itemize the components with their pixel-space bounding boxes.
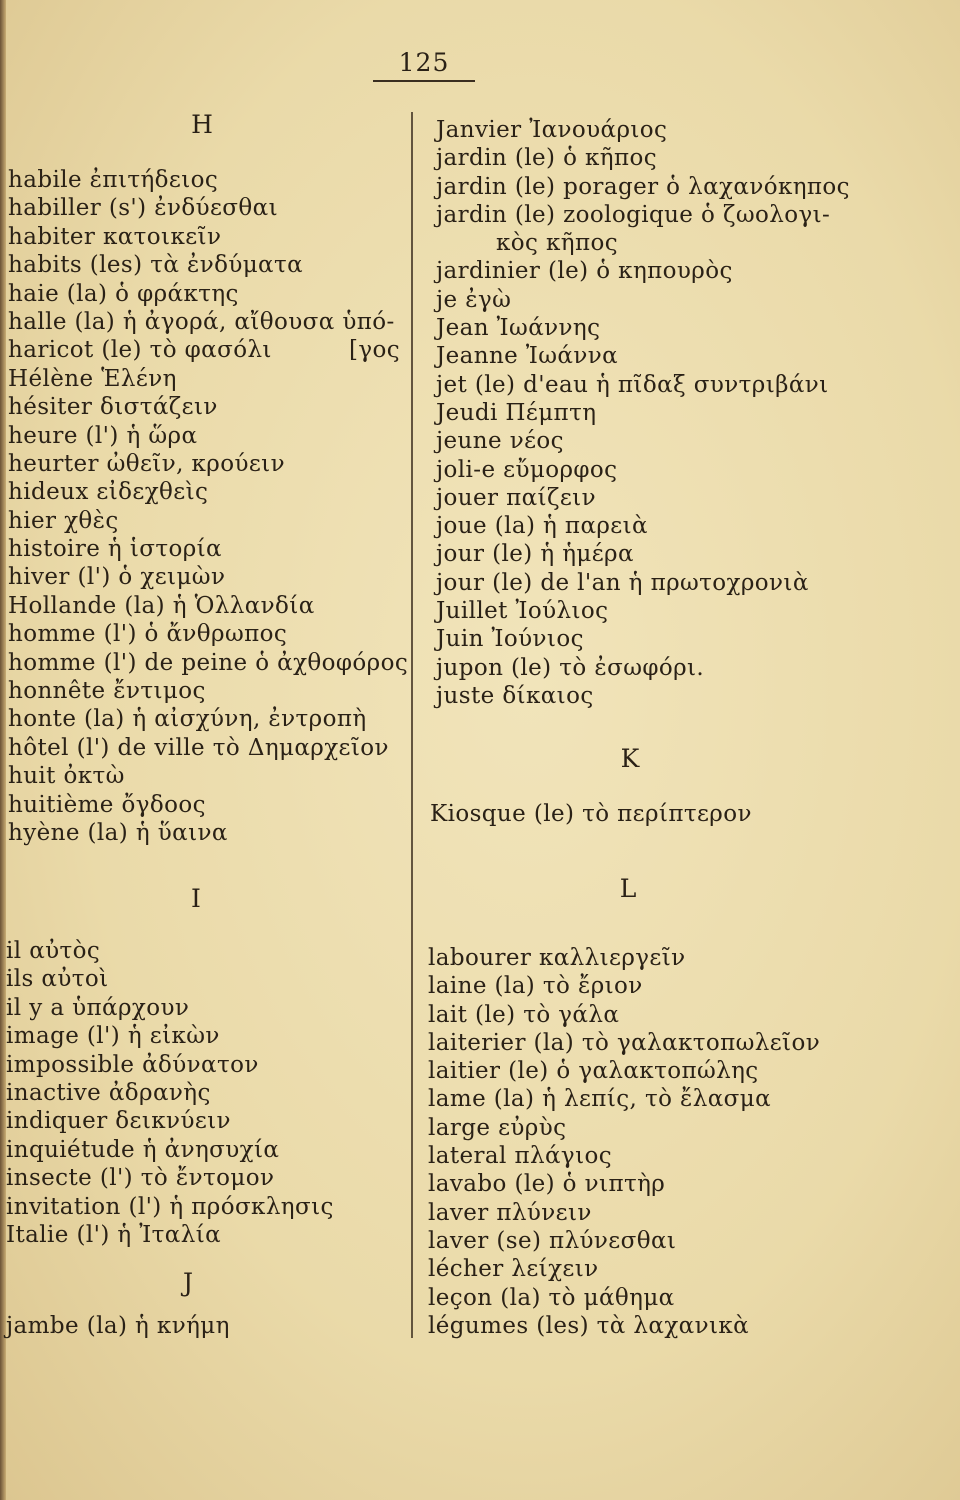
dictionary-entry: Janvier Ἰανουάριος <box>436 117 668 143</box>
dictionary-entry: jardin (le) ὁ κῆπος <box>436 145 658 172</box>
dictionary-entry: lait (le) τὸ γάλα <box>428 1001 620 1028</box>
dictionary-entry: huitième ὄγδοος <box>8 791 206 818</box>
header-rule <box>373 80 475 82</box>
dictionary-entry: large εὐρὺς <box>428 1114 567 1141</box>
entries-j-right <box>436 116 850 710</box>
dictionary-entry: hyène (la) ἡ ὕαινα <box>8 819 228 846</box>
dictionary-entry: je ἐγὼ <box>436 286 512 313</box>
column-divider <box>411 112 413 1338</box>
dictionary-entry: juste δίκαιος <box>436 682 594 709</box>
dictionary-entry: hideux εἰδεχθεὶς <box>8 479 209 506</box>
dictionary-entry: laver πλύνειν <box>428 1199 592 1226</box>
dictionary-entry: laitier (le) ὁ γαλακτοπώλης <box>428 1058 759 1085</box>
section-letter-l: L <box>619 874 637 903</box>
dictionary-entry: ils αὐτοὶ <box>6 966 109 993</box>
dictionary-entry: lame (la) ἡ λεπίς, τὸ ἔλασμα <box>428 1086 772 1113</box>
dictionary-entry: haie (la) ὁ φράκτης <box>8 280 239 307</box>
dictionary-entry: inactive ἀδρανὴς <box>6 1079 211 1106</box>
dictionary-entry: joli-e εὔμορφος <box>436 456 618 483</box>
section-letter-h: H <box>191 110 213 139</box>
dictionary-entry: jeune νέος <box>436 428 564 455</box>
dictionary-entry: halle (la) ἡ ἀγορά, αἴθουσα ὑπό- <box>8 308 395 335</box>
dictionary-entry: lateral πλάγιος <box>428 1143 613 1170</box>
dictionary-entry: il y a ὑπάρχουν <box>6 994 190 1021</box>
section-letter-i: I <box>191 884 201 913</box>
dictionary-entry: hôtel (l') de ville τὸ Δημαρχεῖον <box>8 734 389 761</box>
dictionary-entry: lécher λείχειν <box>428 1256 599 1283</box>
dictionary-entry: Jean Ἰωάννης <box>436 315 601 342</box>
dictionary-entry: jupon (le) τὸ ἐσωφόρι. <box>436 654 705 681</box>
dictionary-entry: honte (la) ἡ αἰσχύνη, ἐντροπὴ <box>8 706 367 733</box>
dictionary-entry: invitation (l') ἡ πρόσκλησις <box>6 1193 334 1220</box>
dictionary-entry: jardinier (le) ὁ κηπουρὸς <box>436 258 733 285</box>
dictionary-entry: jardin (le) porager ὁ λαχανόκηπος <box>436 173 850 200</box>
dictionary-entry: laine (la) τὸ ἔριον <box>428 973 643 1000</box>
dictionary-entry: indiquer δεικνύειν <box>6 1108 231 1135</box>
dictionary-entry: Italie (l') ἡ Ἰταλία <box>6 1221 222 1248</box>
dictionary-entry: image (l') ἡ εἰκὼν <box>6 1023 220 1050</box>
dictionary-entry: habile ἐπιτήδειος <box>8 167 219 193</box>
dictionary-entry: hésiter διστάζειν <box>8 394 218 421</box>
section-letter-k: K <box>620 744 640 773</box>
entries-i <box>6 937 334 1249</box>
dictionary-entry-continuation: κὸς κῆπος <box>496 230 619 257</box>
dictionary-entry: honnête ἔντιμος <box>8 678 206 705</box>
dictionary-entry: jour (le) de l'an ἡ πρωτοχρονιὰ <box>436 569 809 596</box>
dictionary-entry: il αὐτὸς <box>6 938 101 964</box>
dictionary-entry: heurter ὠθεῖν, κρούειν <box>8 450 285 477</box>
dictionary-entry: Kiosque (le) τὸ περίπτερον <box>430 801 752 827</box>
dictionary-entry: heure (l') ἡ ὥρα <box>8 422 198 449</box>
dictionary-entry: impossible ἀδύνατον <box>6 1051 259 1078</box>
dictionary-entry: habiter κατοικεῖν <box>8 223 222 250</box>
page-binding-edge <box>0 0 6 1500</box>
dictionary-entry: jambe (la) ἡ κνήμη <box>6 1313 230 1339</box>
dictionary-entry: Jeudi Πέμπτη <box>436 399 597 426</box>
dictionary-entry: jouer παίζειν <box>436 484 596 511</box>
dictionary-entry: habiller (s') ἐνδύεσθαι <box>8 195 278 222</box>
dictionary-entry: habits (les) τὰ ἐνδύματα <box>8 252 304 279</box>
dictionary-entry: hier χθὲς <box>8 507 119 534</box>
dictionary-entry: jet (le) d'eau ἡ πῖδαξ συντριβάνι <box>436 371 829 398</box>
dictionary-entry: Jeanne Ἰωάννα <box>436 343 619 370</box>
entries-h <box>8 166 408 847</box>
dictionary-entry: laiterier (la) τὸ γαλακτοπωλεῖον <box>428 1029 821 1056</box>
dictionary-entry: inquiétude ἡ ἀνησυχία <box>6 1136 280 1163</box>
dictionary-entry: jour (le) ἡ ἡμέρα <box>436 541 634 568</box>
entries-k <box>430 800 752 828</box>
dictionary-entry: jardin (le) zoologique ὁ ζωολογι- <box>436 201 831 228</box>
dictionary-entry: labourer καλλιεργεῖν <box>428 945 686 971</box>
entries-j-left <box>6 1312 230 1340</box>
dictionary-entry: haricot (le) τὸ φασόλι [γος <box>8 337 401 364</box>
dictionary-entry: insecte (l') τὸ ἔντομον <box>6 1165 275 1192</box>
dictionary-entry: Hélène Ἑλένη <box>8 365 177 392</box>
dictionary-entry: Hollande (la) ἡ Ὁλλανδία <box>8 592 315 619</box>
dictionary-entry: Juillet Ἰούλιος <box>436 598 609 625</box>
section-letter-j: J <box>182 1268 194 1297</box>
page-number: 125 <box>398 48 450 77</box>
dictionary-entry: lavabo (le) ὁ νιπτὴρ <box>428 1171 666 1198</box>
dictionary-entry: Juin Ἰούνιος <box>436 626 584 653</box>
dictionary-entry: homme (l') ὁ ἄνθρωπος <box>8 621 288 648</box>
dictionary-entry: laver (se) πλύνεσθαι <box>428 1227 677 1254</box>
dictionary-entry: hiver (l') ὁ χειμὼν <box>8 564 226 591</box>
dictionary-entry: homme (l') de peine ὁ ἀχθοφόρος <box>8 649 409 676</box>
dictionary-entry: histoire ἡ ἱστορία <box>8 536 222 563</box>
dictionary-entry: leçon (la) τὸ μάθημα <box>428 1284 675 1311</box>
dictionary-entry: huit ὀκτὼ <box>8 763 125 790</box>
entries-l <box>428 944 820 1340</box>
dictionary-entry: joue (la) ἡ παρειὰ <box>436 513 648 540</box>
dictionary-entry: légumes (les) τὰ λαχανικὰ <box>428 1312 750 1339</box>
